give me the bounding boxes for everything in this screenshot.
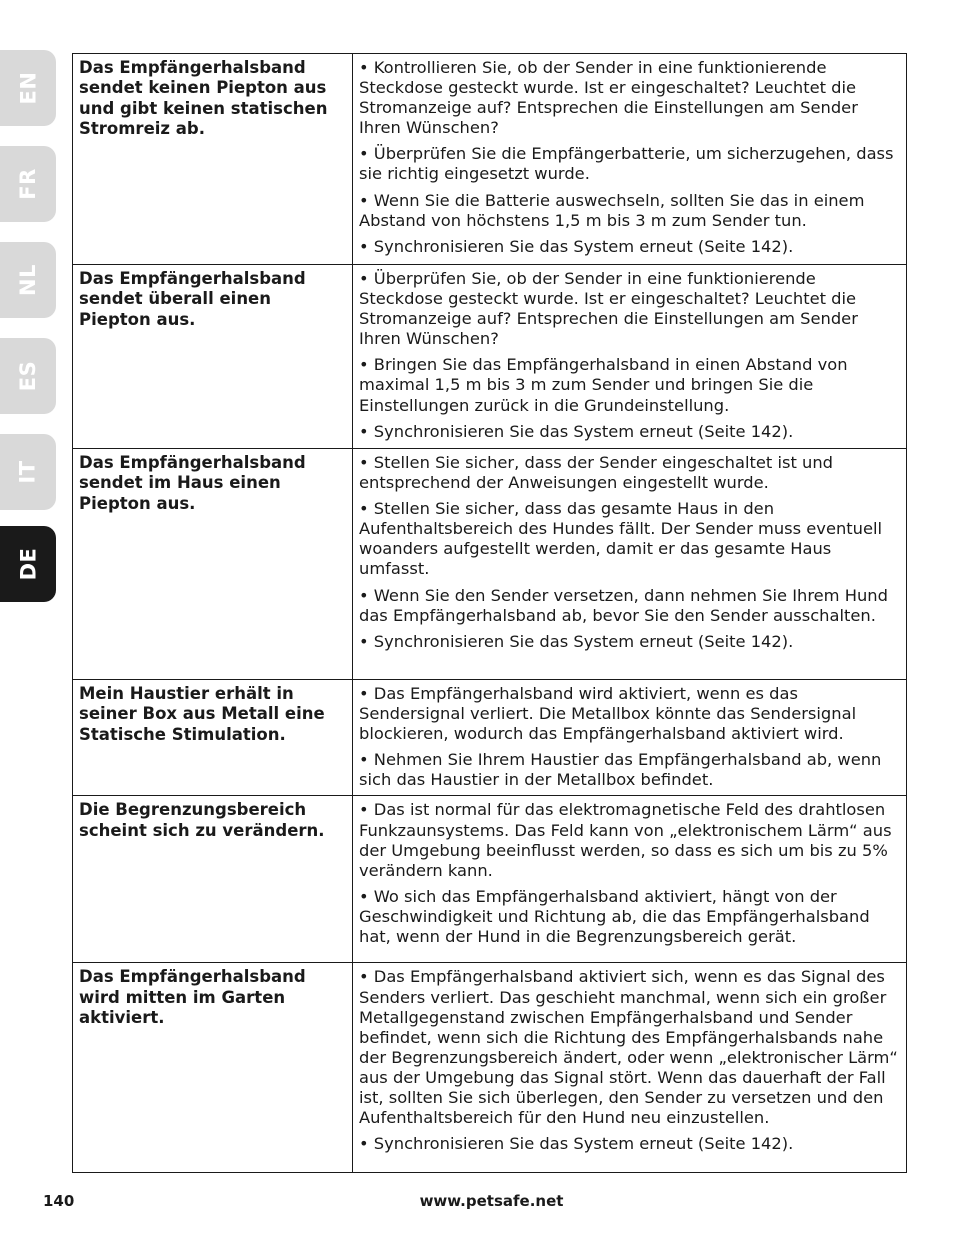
table-row: [73, 265, 907, 449]
problem-text: Mein Haustier erhält in seiner Box aus Metall eine Statische Stimulation.: [79, 684, 325, 744]
solution-text: • Stellen Sie sicher, dass der Sender eingeschaltet ist und entsprechend der Anweisungen eingestellt wurde.: [359, 453, 833, 493]
solution-text: • Das Empfängerhalsband wird aktiviert, wenn es das Sendersignal verliert. Die Metallbox könnte das Sendersignal blockieren, wodurch das Empfängerhalsband aktiviert wird.: [359, 684, 857, 744]
table-row: [73, 963, 907, 1173]
solution-text: • Bringen Sie das Empfängerhalsband in einen Abstand von maximal 1,5 m bis 3 m zum Sender und bringen Sie die Einstellungen zurück in die Grundeinstellung.: [359, 355, 848, 415]
solution-text: • Synchronisieren Sie das System erneut (Seite 142).: [359, 631, 794, 651]
lang-tab-label: DE: [16, 547, 40, 581]
solution-text: • Wo sich das Empfängerhalsband aktiviert, hängt von der Geschwindigkeit und Richtung ab, die das Empfängerhalsband hat, wenn der Hund in die Begrenzungsbereich gerät.: [359, 886, 870, 947]
solution-text: • Wenn Sie den Sender versetzen, dann nehmen Sie Ihrem Hund das Empfängerhalsband ab, bevor Sie den Sender ausschalten.: [359, 585, 888, 625]
problem-cell: [73, 796, 353, 963]
footer-url[interactable]: www.petsafe.net: [419, 1192, 564, 1210]
solution-text: • Kontrollieren Sie, ob der Sender in eine funktionierende Steckdose gesteckt wurde. Ist er eingeschaltet? Leuchtet die Stromanzeige auf? Entsprechen die Einstellungen am Sender Ihren Wünschen?: [359, 58, 858, 138]
solution-cell: [353, 449, 907, 680]
solution-cell: [353, 963, 907, 1173]
troubleshooting-table: [72, 53, 907, 1173]
lang-tab-nl[interactable]: [0, 242, 56, 318]
page-number: 140: [43, 1192, 75, 1210]
lang-tab-it[interactable]: [0, 434, 56, 510]
lang-tab-label: IT: [15, 460, 40, 484]
solution-text: • Wenn Sie die Batterie auswechseln, sollten Sie das in einem Abstand von höchstens 1,5 m bis 3 m zum Sender tun.: [359, 190, 865, 230]
problem-cell: [73, 265, 353, 449]
lang-tab-label: EN: [15, 71, 40, 105]
solution-text: • Synchronisieren Sie das System erneut (Seite 142).: [359, 1134, 794, 1154]
problem-cell: [73, 449, 353, 680]
lang-tab-label: FR: [15, 168, 40, 200]
lang-tab-fr[interactable]: [0, 146, 56, 222]
solution-text: • Nehmen Sie Ihrem Haustier das Empfängerhalsband ab, wenn sich das Haustier in der Metallbox befindet.: [359, 750, 882, 790]
problem-text: Die Begrenzungsbereich scheint sich zu verändern.: [79, 800, 325, 840]
solution-cell: [353, 265, 907, 449]
solution-text: • Das Empfängerhalsband aktiviert sich, wenn es das Signal des Senders verliert. Das geschieht manchmal, wenn sich ein großer Metallgegenstand zwischen Empfängerhalsband und Sender befindet, wenn sich die Richtung des Empfängerhalsbands nahe der Begrenzungsbereich ändert, oder wenn „elektronischer Lärm“ aus der Umgebung das Signal stört. Wenn das dauerhaft der Fall ist, sollten Sie sich überlegen, den Sender zu versetzen und den Aufenthaltsbereich für den Hund neu einzustellen.: [359, 967, 898, 1128]
lang-tab-es[interactable]: [0, 338, 56, 414]
problem-cell: [73, 680, 353, 796]
solution-text: • Überprüfen Sie, ob der Sender in eine funktionierende Steckdose gesteckt wurde. Ist er eingeschaltet? Leuchtet die Stromanzeige auf? Entsprechen die Einstellungen am Sender Ihren Wünschen?: [359, 269, 858, 349]
solution-text: • Das ist normal für das elektromagnetische Feld des drahtlosen Funkzaunsystems. Das Feld kann von „elektronischem Lärm“ aus der Umgebung beeinflusst werden, so dass es sich um bis zu 5% verändern kann.: [359, 800, 892, 880]
table-row: [73, 449, 907, 680]
solution-text: • Synchronisieren Sie das System erneut (Seite 142).: [359, 236, 794, 256]
table-row: [73, 680, 907, 796]
problem-text: Das Empfängerhalsband wird mitten im Garten aktiviert.: [79, 967, 306, 1028]
lang-tab-label: ES: [15, 360, 40, 392]
lang-tab-label: NL: [16, 264, 40, 296]
solution-cell: [353, 796, 907, 963]
table-row: [73, 796, 907, 963]
table-row: [73, 54, 907, 265]
problem-text: Das Empfängerhalsband sendet keinen Piepton aus und gibt keinen statischen Stromreiz ab.: [79, 58, 328, 138]
solution-cell: [353, 54, 907, 265]
problem-cell: [73, 963, 353, 1173]
solution-text: • Stellen Sie sicher, dass das gesamte Haus in den Aufenthaltsbereich des Hundes fällt. Der Sender muss eventuell woanders aufgestellt werden, damit er das gesamte Haus umfasst.: [359, 499, 883, 579]
solution-cell: [353, 680, 907, 796]
problem-cell: [73, 54, 353, 265]
lang-tab-de[interactable]: [0, 526, 56, 602]
solution-text: • Überprüfen Sie die Empfängerbatterie, um sicherzugehen, dass sie richtig eingesetzt wurde.: [359, 144, 894, 184]
problem-text: Das Empfängerhalsband sendet überall einen Piepton aus.: [79, 269, 306, 329]
problem-text: Das Empfängerhalsband sendet im Haus einen Piepton aus.: [79, 453, 306, 513]
solution-text: • Synchronisieren Sie das System erneut (Seite 142).: [359, 421, 794, 441]
lang-tab-en[interactable]: [0, 50, 56, 126]
